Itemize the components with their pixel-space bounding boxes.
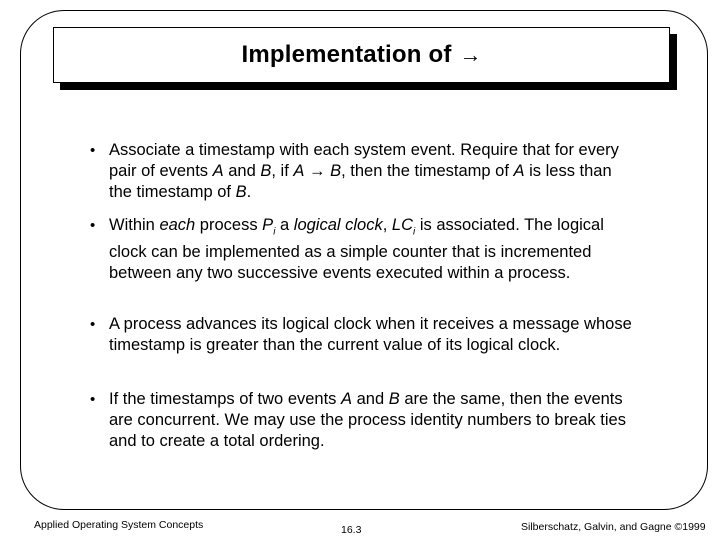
right-arrow-icon: → xyxy=(459,42,482,67)
bullet-2-text: Within each process $P_i$ a logical clock, $LC_i$ is associated. The logical clock can be implemented as a simple counter that is incremented between any two successive events executed within a process. xyxy=(109,216,604,283)
bullet-dot-icon: • xyxy=(90,142,96,159)
slide-title: Implementation of xyxy=(241,41,452,68)
title-box xyxy=(53,27,670,83)
bullet-dot-icon: • xyxy=(90,316,96,333)
bullet-4-text: If the timestamps of two events A and B are the same, then the events are concurrent. We may use the process identity numbers to break ties and to create a total ordering. xyxy=(109,390,626,450)
bullet-3-text: A process advances its logical clock when it receives a message whose timestamp is greater than the current value of its logical clock. xyxy=(109,315,632,354)
footer-page-number: 16.3 xyxy=(341,524,362,536)
footer-book-title: Applied Operating System Concepts xyxy=(34,519,204,531)
bullet-dot-icon: • xyxy=(90,217,96,234)
footer-authors: Silberschatz, Galvin, and Gagne ©1999 xyxy=(521,521,706,533)
bullet-dot-icon: • xyxy=(90,391,96,408)
bullet-1-text: Associate a timestamp with each system event. Require that for every pair of events A and B, if A → B, then the timestamp of A is less than the timestamp of B. xyxy=(109,141,619,201)
